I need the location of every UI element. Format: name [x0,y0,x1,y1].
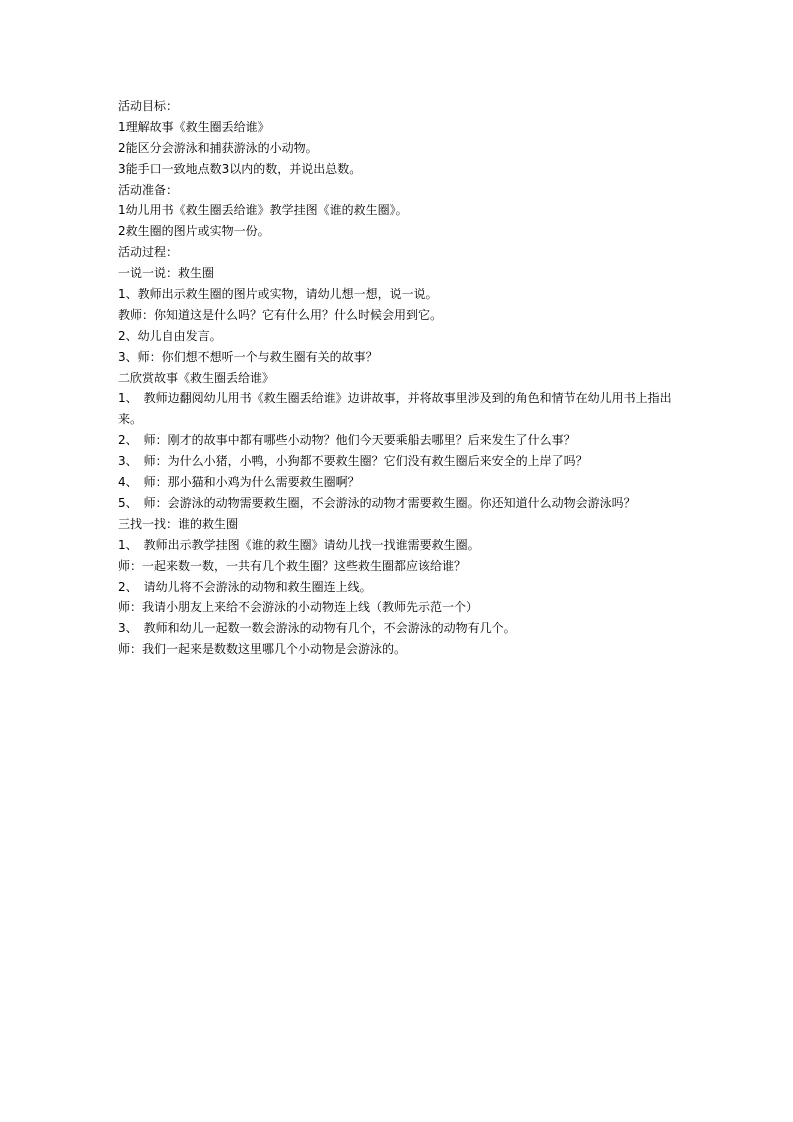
section-3-teacher-question: 师：一起来数一数，一共有几个救生圈？这些救生圈都应该给谁？ [118,558,467,573]
section-2-step-2: 2、 师：刚才的故事中都有哪些小动物？他们今天要乘船去哪里？后来发生了什么事？ [118,433,576,448]
section-2-step-4: 4、 师：那小猫和小鸡为什么需要救生圈啊？ [118,475,360,490]
section-3-step-2: 2、 请幼儿将不会游泳的动物和救生圈连上线。 [118,579,372,594]
section-3-closing: 师：我们一起来是数数这里哪几个小动物是会游泳的。 [118,642,407,657]
section-1-teacher-question: 教师：你知道这是什么吗？它有什么用？什么时候会用到它。 [118,307,443,322]
lesson-plan-text [118,96,683,660]
section-1-step-3: 3、师：你们想不想听一个与救生圈有关的故事？ [118,349,378,364]
section-1-title: 一说一说：救生圈 [118,266,215,281]
heading-activity-preparation: 活动准备： [118,182,179,197]
goal-item-2: 2能区分会游泳和捕获游泳的小动物。 [118,140,318,155]
goal-item-3: 3能手口一致地点数3以内的数，并说出总数。 [118,161,362,176]
preparation-item-2: 2救生圈的图片或实物一份。 [118,224,270,239]
preparation-item-1: 1幼儿用书《救生圈丢给谁》教学挂图《谁的救生圈》。 [118,203,408,218]
section-2-step-3: 3、 师：为什么小猪，小鸭，小狗都不要救生圈？它们没有救生圈后来安全的上岸了吗？ [118,454,588,469]
section-3-title: 三找一找：谁的救生圈 [118,516,239,531]
heading-activity-process: 活动过程： [118,245,179,260]
section-3-step-1: 1、 教师出示教学挂图《谁的救生圈》请幼儿找一找谁需要救生圈。 [118,537,480,552]
section-2-step-5: 5、 师：会游泳的动物需要救生圈，不会游泳的动物才需要救生圈。你还知道什么动物会游泳吗？ [118,495,636,510]
section-2-step-1: 1、 教师边翻阅幼儿用书《救生圈丢给谁》边讲故事，并将故事里涉及到的角色和情节在幼儿用书上指出来。 [118,391,672,427]
section-3-teacher-instruction: 师：我请小朋友上来给不会游泳的小动物连上线（教师先示范一个） [118,600,479,615]
section-1-step-2: 2、幼儿自由发言。 [118,328,222,343]
section-1-step-1: 1、教师出示救生圈的图片或实物，请幼儿想一想，说一说。 [118,287,438,302]
section-3-step-3: 3、 教师和幼儿一起数一数会游泳的动物有几个，不会游泳的动物有几个。 [118,621,516,636]
goal-item-1: 1理解故事《救生圈丢给谁》 [118,119,270,134]
section-2-title: 二欣赏故事《救生圈丢给谁》 [118,370,275,385]
heading-activity-goals: 活动目标： [118,99,179,113]
